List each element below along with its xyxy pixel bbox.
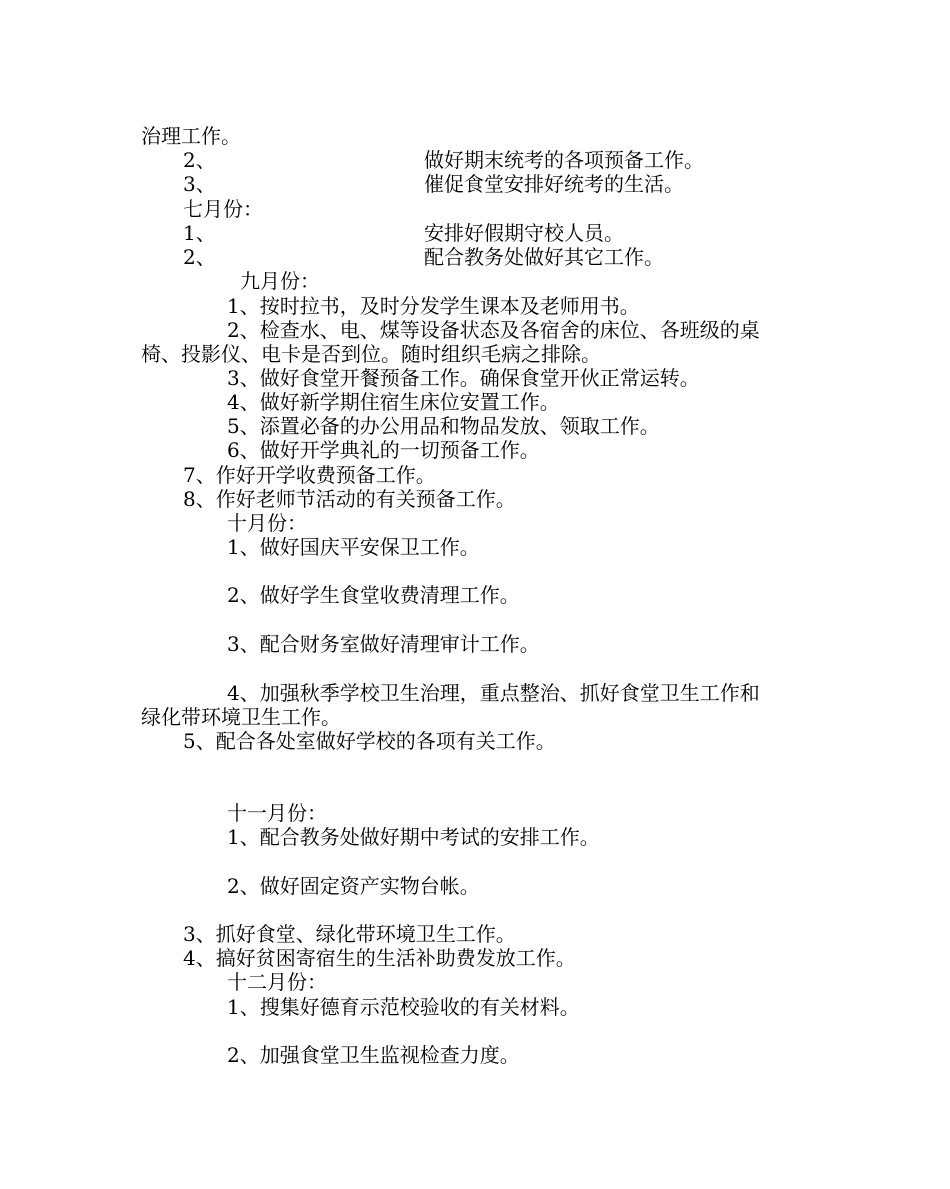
text-line: 椅、投影仪、电卡是否到位。随时组织毛病之排除。 [141, 342, 601, 366]
text-line: 1、做好国庆平安保卫工作。 [227, 535, 480, 559]
section-heading-july: 七月份： [183, 197, 263, 221]
text-line: 7、作好开学收费预备工作。 [183, 463, 436, 487]
section-heading-september: 九月份： [240, 269, 320, 293]
text-line: 3、做好食堂开餐预备工作。确保食堂开伙正常运转。 [227, 366, 700, 390]
text-line: 8、作好老师节活动的有关预备工作。 [183, 487, 516, 511]
list-number: 2、 [183, 245, 216, 269]
section-heading-october: 十月份： [227, 511, 307, 535]
section-heading-december: 十二月份： [227, 970, 327, 994]
list-number: 3、 [183, 172, 216, 196]
text-line: 3、配合财务室做好清理审计工作。 [227, 632, 540, 656]
text-line: 1、搜集好德育示范校验收的有关材料。 [227, 995, 580, 1019]
section-heading-november: 十一月份： [227, 801, 327, 825]
text-line: 5、添置必备的办公用品和物品发放、领取工作。 [227, 414, 660, 438]
text-line: 2、加强食堂卫生监视检查力度。 [227, 1043, 520, 1067]
text-line: 安排好假期守校人员。 [424, 221, 624, 245]
text-line: 2、检查水、电、煤等设备状态及各宿舍的床位、各班级的桌 [227, 318, 760, 342]
text-line: 做好期末统考的各项预备工作。 [424, 148, 704, 172]
text-line: 2、做好学生食堂收费清理工作。 [227, 583, 520, 607]
text-line: 1、配合教务处做好期中考试的安排工作。 [227, 825, 600, 849]
text-line: 6、做好开学典礼的一切预备工作。 [227, 438, 540, 462]
text-line: 催促食堂安排好统考的生活。 [424, 172, 684, 196]
text-line: 2、做好固定资产实物台帐。 [227, 874, 480, 898]
text-line: 5、配合各处室做好学校的各项有关工作。 [183, 729, 556, 753]
text-line: 4、做好新学期住宿生床位安置工作。 [227, 390, 560, 414]
list-number: 1、 [183, 221, 216, 245]
text-line: 绿化带环境卫生工作。 [141, 705, 341, 729]
text-line: 4、加强秋季学校卫生治理，重点整治、抓好食堂卫生工作和 [227, 681, 760, 705]
text-line: 4、搞好贫困寄宿生的生活补助费发放工作。 [183, 946, 576, 970]
list-number: 2、 [183, 148, 216, 172]
text-line: 治理工作。 [141, 124, 241, 148]
text-line: 1、按时拉书，及时分发学生课本及老师用书。 [227, 294, 640, 318]
text-line: 3、抓好食堂、绿化带环境卫生工作。 [183, 922, 516, 946]
text-line: 配合教务处做好其它工作。 [424, 245, 664, 269]
